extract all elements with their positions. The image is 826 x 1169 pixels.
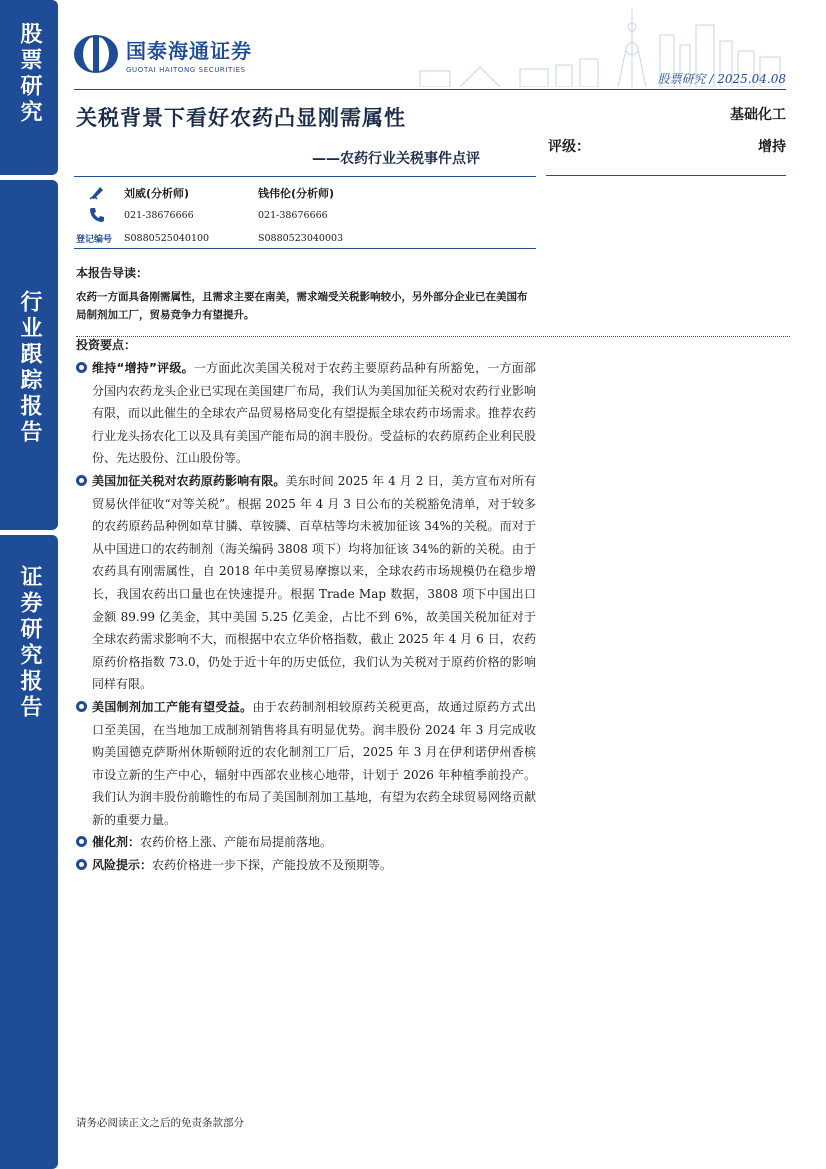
- analyst-name-1: 刘威(分析师): [124, 187, 190, 200]
- brand-name-cn: 国泰海通证券: [126, 38, 252, 63]
- report-date: 2025.04.08: [717, 72, 786, 86]
- rating-divider: [546, 175, 786, 176]
- key-point-text: 农药价格上涨、产能布局提前落地。: [140, 835, 333, 850]
- registration-label: 登记编号: [76, 235, 113, 245]
- bullet-icon: [76, 836, 87, 847]
- key-point-item: [76, 696, 536, 832]
- analyst-box-top-border: [74, 176, 536, 177]
- bullet-icon: [76, 362, 87, 373]
- intro-heading: 本报告导读：: [76, 266, 149, 280]
- report-category: 股票研究: [657, 72, 706, 86]
- header-separator: /: [709, 72, 714, 86]
- intro-text: 农药一方面具备刚需属性，且需求主要在南美，需求端受关税影响较小，另外部分企业已在美国布局制剂加工厂，贸易竞争力有望提升。: [76, 291, 528, 321]
- disclaimer-footer: 请务必阅读正文之后的免责条款部分: [76, 1117, 244, 1129]
- report-title: 关税背景下看好农药凸显刚需属性: [76, 106, 406, 130]
- analyst-phone-2: 021-38676666: [258, 210, 328, 221]
- rating-value: 增持: [758, 139, 786, 155]
- key-point-lead: 风险提示：: [92, 858, 153, 873]
- analyst-reg-2: S0880523040003: [258, 233, 344, 244]
- key-point-lead: 美国加征关税对农药原药影响有限。: [92, 473, 286, 488]
- analyst-reg-1: S0880525040100: [124, 233, 210, 244]
- key-point-lead: 维持“增持”评级。: [92, 361, 194, 375]
- header-meta: [658, 70, 786, 87]
- header-divider: [74, 89, 786, 90]
- brand-logo-icon: [74, 34, 118, 74]
- brand-logo: [74, 34, 252, 74]
- side-tab-label: 行业跟踪报告: [17, 290, 42, 446]
- bullet-icon: [76, 475, 87, 486]
- analyst-phone-1: 021-38676666: [124, 210, 194, 221]
- key-point-text: 一方面此次美国关税对于农药主要原药品种有所豁免，一方面部分国内农药龙头企业已实现在美国建厂布局，我们认为美国加征关税对农药行业影响有限，而以此催生的全球农产品贸易格局变化有望提振全球农药市场需求。推荐农药行业龙头扬农化工以及具有美国产能布局的润丰股份。受益标的农药原药企业利民股份、先达股份、江山股份等。: [92, 361, 537, 466]
- key-point-text: 由于农药制剂相较原药关税更高，故通过原药方式出口至美国，在当地加工成制剂销售将具有明显优势。润丰股份 2024 年 3 月完成收购美国德克萨斯州休斯顿附近的农化制剂工厂后，2025 年 3 月在伊利诺伊州香槟市设立新的生产中心，辐射中西部农业核心地带，计划于 2026 年种植季前投产。我们认为润丰股份前瞻性的布局了美国制剂加工基地，有望为农药全球贸易网络贡献新的重要力量。: [92, 699, 537, 827]
- report-subtitle: ——农药行业关税事件点评: [312, 151, 480, 167]
- phone-icon: [88, 206, 106, 224]
- key-points-heading: 投资要点：: [76, 338, 137, 352]
- rating-label: 评级：: [548, 139, 590, 155]
- key-point-item: [76, 470, 536, 696]
- side-tab-securities-research: [0, 535, 58, 1169]
- intro-divider: [76, 336, 790, 337]
- key-point-item: [76, 831, 536, 854]
- bullet-icon: [76, 701, 87, 712]
- side-tab-label: 证券研究报告: [17, 565, 42, 721]
- pen-icon: [88, 183, 106, 201]
- key-point-lead: 美国制剂加工产能有望受益。: [92, 699, 253, 714]
- key-points-list: [76, 357, 536, 877]
- key-point-item: [76, 854, 536, 877]
- analyst-name-2: 钱伟伦(分析师): [258, 187, 335, 200]
- key-point-lead: 催化剂：: [92, 835, 141, 850]
- side-tab-stock-research: [0, 0, 58, 175]
- brand-name-en: GUOTAI HAITONG SECURITIES: [126, 65, 246, 74]
- side-tab-industry-tracking: [0, 180, 58, 530]
- key-point-text: 美东时间 2025 年 4 月 2 日，美方宣布对所有贸易伙伴征收“对等关税”。根据 2025 年 4 月 3 日公布的关税豁免清单，对于较多的农药原药品种例如草甘膦、草铵膦、百草枯等均未被加征该 34%的关税。而对于从中国进口的农药制剂（海关编码 3808 项下）均将加征该 34%的新的关税。由于农药具有刚需属性，自 2018 年中美贸易摩擦以来，全球农药市场规模仍在稳步增长，我国农药出口量也在快速提升。根据 Trade Map 数据，3808 项下中国出口金额 89.99 亿美金，其中美国 5.25 亿美金，占比不到 6%，故美国关税加征对于全球农药需求影响不大，而根据中农立华价格指数，截止 2025 年 4 月 6 日，农药原药价格指数 73.0，仍处于近十年的历史低位，我们认为关税对于原药价格的影响同样有限。: [92, 473, 536, 692]
- industry-label: 基础化工: [730, 107, 786, 123]
- key-point-item: [76, 357, 536, 470]
- side-tab-label: 股票研究: [17, 22, 42, 126]
- key-point-text: 农药价格进一步下探，产能投放不及预期等。: [152, 858, 393, 873]
- bullet-icon: [76, 859, 87, 870]
- analyst-box-bottom-border: [74, 248, 536, 249]
